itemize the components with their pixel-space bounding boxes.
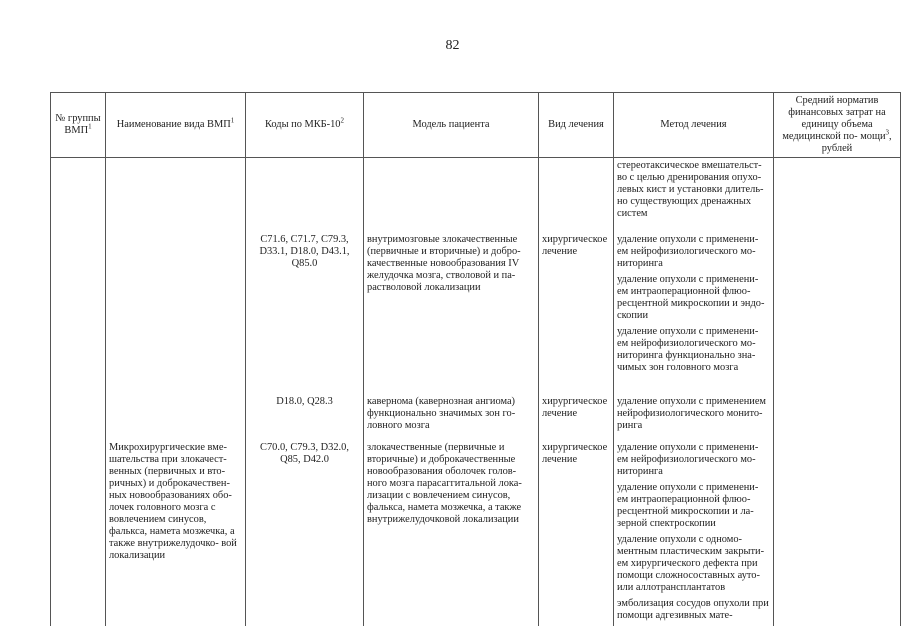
model-cell: кавернома (кавернозная ангиома) функционально значимых зон го- ловного мозга [364,396,539,442]
codes-cell: C70.0, C79.3, D32.0, Q85, D42.0 [246,442,364,626]
header-codes: Коды по МКБ-$10^2$ [246,93,364,158]
table-row [51,234,901,396]
header-model: Модель пациента [364,93,539,158]
treatment-cell: хирургическое лечение [539,234,614,396]
page-number: 82 [445,38,460,53]
model-cell: злокачественные (первичные и вторичные) и доброкачественные новообразования оболочек голов- ного мозга парасаггитальной лока- лизации с вовлечением синусов, фалькса, намета мозжечка, а также внутрижелудочковой локализации [364,442,539,626]
codes-cell: C71.6, C71.7, C79.3, D33.1, D18.0, D43.1, Q85.0 [246,234,364,396]
method-cell: стереотаксическое вмешательст- во с целью дренирования опухо- левых кист и установки длитель- но существующих дренажных систем [614,158,774,235]
header-row [51,93,901,158]
method-cell: удаление опухоли с применени- ем нейрофизиологического мо- ниторинга удаление опухоли с применени- ем интраоперационной флюо- ресцентной микроскопии и ла- зерной спектроскопии удаление опухоли с одномо- ментным пластическим закрыти- ем хирургического дефекта при помощи сложносоставных ауто- или аллотрансплантатов эмболизация сосудов опухоли при помощи адгезивных мате- [614,442,774,626]
vmp-table [50,92,901,626]
header-treatment: Вид лечения [539,93,614,158]
table-row [51,442,901,626]
type-name-cell: Микрохирургические вме- шательства при злокачест- венных (первичных и вто- ричных) и доброкачествен- ных новообразованиях обо- лочек головного мозга с вовлечением синусов, фалькса, намета мозжечка, а также внутрижелудочко- вой локализации [106,442,246,626]
header-group-no: № группы ВМП$^1$ [51,93,106,158]
header-method: Метод лечения [614,93,774,158]
table-row [51,158,901,235]
treatment-cell: хирургическое лечение [539,442,614,626]
header-type-name: Наименование вида ВМП$^1$ [106,93,246,158]
table-wrapper [50,92,900,626]
treatment-cell: хирургическое лечение [539,396,614,442]
table-row [51,396,901,442]
method-cell: удаление опухоли с применением нейрофизиологического монито- ринга [614,396,774,442]
method-cell: удаление опухоли с применени- ем нейрофизиологического мо- ниторинга удаление опухоли с применени- ем интраоперационной флюо- ресцентной микроскопии и эндо- скопии удаление опухоли с применени- ем нейрофизиологического мо- ниторинга функционально зна- чимых зон головного мозга [614,234,774,396]
model-cell: внутримозговые злокачественные (первичные и вторичные) и добро- качественные новообразования IV желудочка мозга, стволовой и па- растволовой локализации [364,234,539,396]
header-cost: Средний норматив финансовых затрат на единицу объема медицинской по- мощи$^3$, рублей [774,93,901,158]
codes-cell: D18.0, Q28.3 [246,396,364,442]
